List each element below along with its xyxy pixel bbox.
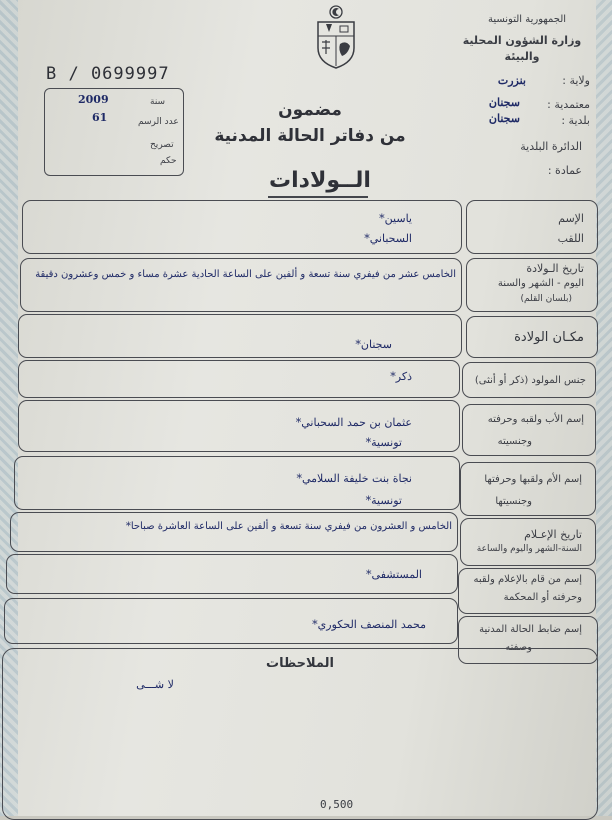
price-value: 0,500 [320, 798, 354, 811]
value-mother: نجاة بنت خليفة السلامي* [296, 472, 412, 485]
remarks-box [2, 648, 598, 820]
value-declaration-date: الخامس و العشرون من فيفري سنة تسعة و ألفين على الساعة العاشرة صباحا* [125, 521, 452, 532]
record-number-value: 61 [92, 111, 108, 124]
label-officer: إسم ضابط الحالة المدنية [479, 624, 582, 635]
label-father-nationality: وجنسيته [497, 436, 532, 447]
value-father-nationality: تونسية* [365, 436, 402, 449]
record-declaration-label: تصريح [150, 140, 174, 150]
republic-name: الجمهورية التونسية [487, 14, 567, 25]
value-officer: محمد المنصف الحكوري* [312, 618, 426, 631]
label-mother: إسم الأم ولقبها وحرفتها [484, 474, 582, 485]
ministry-line1: وزارة الشؤون المحلية [462, 34, 582, 47]
section-underline [268, 196, 368, 198]
label-box-declaration-date [460, 518, 596, 566]
title-registers: من دفاتر الحالة المدنية [214, 126, 406, 146]
label-box-father [462, 404, 596, 456]
value-birth-place: سجنان* [355, 338, 392, 351]
label-declarant-detail: وحرفته أو المحكمة [503, 592, 582, 603]
label-birth-place: مكـان الولادة [514, 330, 584, 345]
value-declarant: المستشفى* [366, 568, 422, 581]
label-birth-date-detail: اليوم - الشهر والسنة [497, 278, 584, 289]
label-first-name: الإسم [558, 212, 584, 225]
municipality-label: بلدية : [561, 114, 590, 127]
sector-label: عمادة : [547, 164, 582, 177]
label-declarant: إسم من قام بالإعلام ولقبه [473, 574, 582, 585]
value-sex: ذكر* [390, 370, 412, 383]
serial-number: B / 0699997 [46, 64, 170, 84]
label-birth-date-words: (بلسان القلم) [520, 294, 572, 304]
label-officer-title: وصفته [505, 642, 532, 653]
municipality-value: سجنان [488, 112, 520, 125]
label-sex: جنس المولود (ذكر أو أنثى) [474, 375, 586, 386]
label-father: إسم الأب ولقبه وحرفته [487, 414, 584, 425]
remarks-title: الملاحظات [266, 656, 334, 671]
title-excerpt: مضمون [278, 100, 342, 120]
record-year-label: سنة [150, 97, 166, 107]
record-judgment-label: حكم [160, 156, 177, 166]
delegation-value: سجنان [488, 96, 520, 109]
value-last-name: السحباني* [364, 232, 412, 245]
label-birth-date: تاريخ الـولادة [526, 262, 584, 275]
municipal-circle-label: الدائرة البلدية [520, 140, 582, 153]
value-box-birth-place [18, 314, 462, 358]
label-box-name [466, 200, 598, 254]
value-box-birth-date [20, 258, 462, 312]
tunisia-emblem-icon [312, 4, 360, 70]
section-title: الــولادات [269, 168, 371, 193]
ministry-line2: والبيئة [504, 50, 540, 63]
state-label: ولاية : [562, 74, 590, 87]
label-box-mother [460, 462, 596, 516]
record-number-label: عدد الرسم [138, 117, 179, 127]
label-declaration-date-detail: السنة-الشهر واليوم والساعة [476, 544, 582, 554]
label-declaration-date: تاريخ الإعـلام [524, 528, 582, 541]
value-first-name: ياسين* [379, 212, 412, 225]
value-box-name [22, 200, 462, 254]
delegation-label: معتمدية : [547, 98, 590, 111]
value-mother-nationality: تونسية* [365, 494, 402, 507]
label-mother-nationality: وجنسيتها [495, 496, 532, 507]
label-last-name: اللقب [557, 232, 584, 245]
record-year-value: 2009 [78, 93, 109, 106]
security-border-right [596, 0, 612, 816]
value-birth-date: الخامس عشر من فيفري سنة تسعة و ألفين على الساعة الحادية عشرة مساء و خمس وعشرون دقيقة [35, 269, 456, 280]
remarks-value: لا شـــى [136, 678, 174, 691]
value-father: عثمان بن حمد السحباني* [295, 416, 412, 429]
state-value: بنزرت [497, 74, 526, 87]
